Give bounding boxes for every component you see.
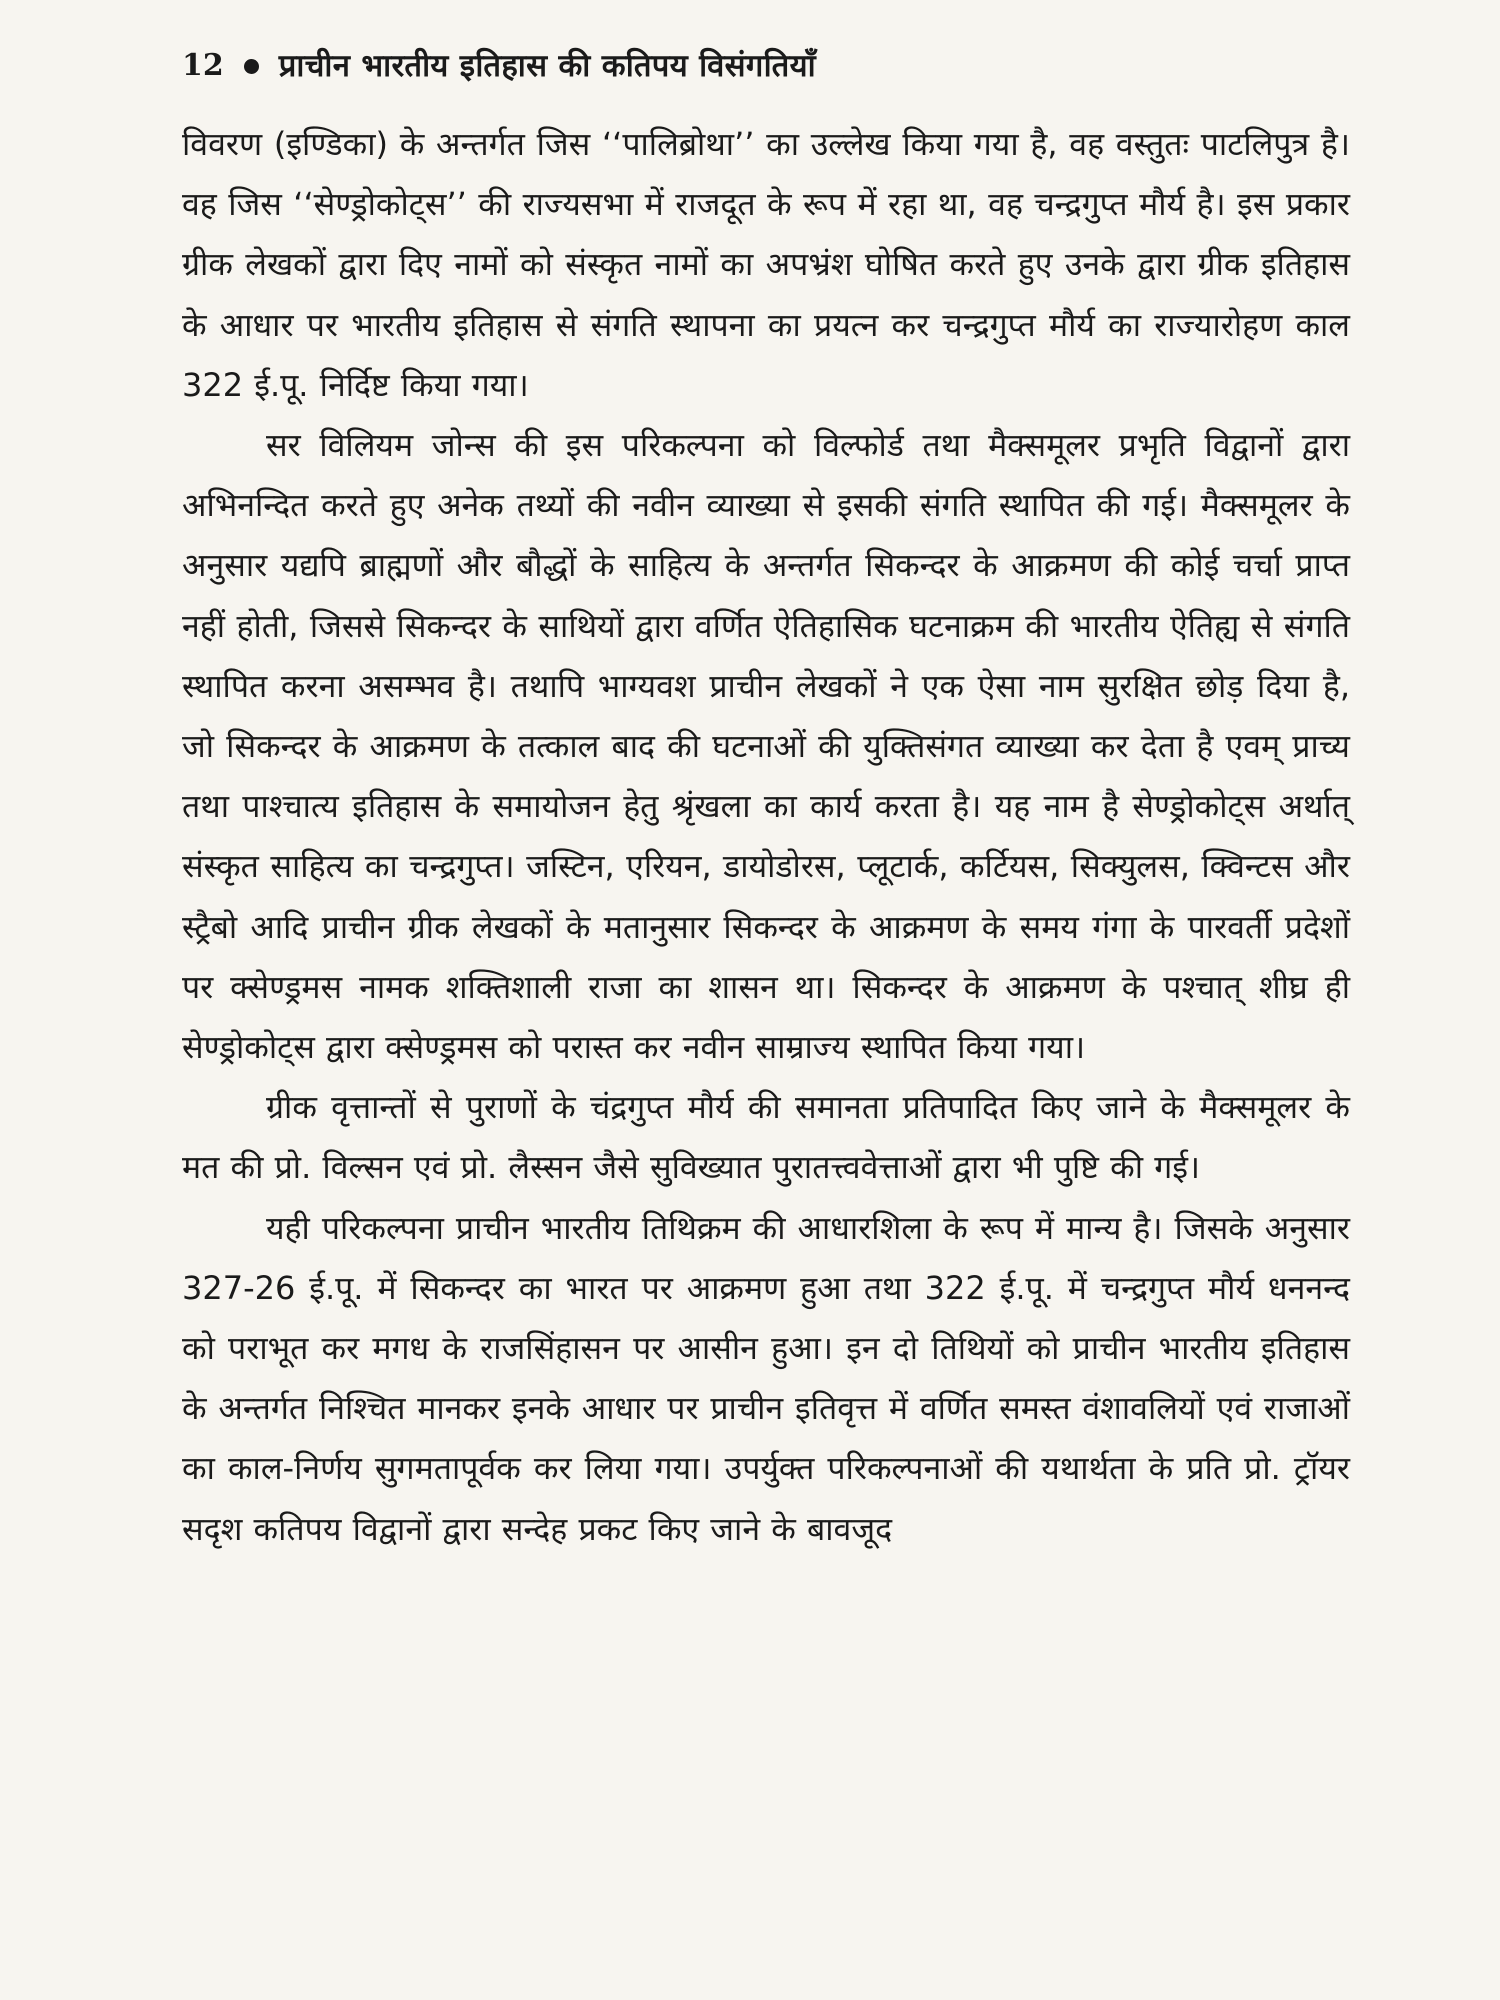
page-header xyxy=(182,40,1350,92)
paragraph-continued: विवरण (इण्डिका) के अन्तर्गत जिस ‘‘पालिब्रोथा’’ का उल्लेख किया गया है, वह वस्तुतः पाटलिपुत्र है। वह जिस ‘‘सेण्ड्रोकोट्स’’ की राज्यसभा में राजदूत के रूप में रहा था, वह चन्द्रगुप्त मौर्य है। इस प्रकार ग्रीक लेखकों द्वारा दिए नामों को संस्कृत नामों का अपभ्रंश घोषित करते हुए उनके द्वारा ग्रीक इतिहास के आधार पर भारतीय इतिहास से संगति स्थापना का प्रयत्न कर चन्द्रगुप्त मौर्य का राज्यारोहण काल 322 ई.पू. निर्दिष्ट किया गया। xyxy=(182,125,1350,404)
body-text xyxy=(182,114,1350,1559)
paragraph: सर विलियम जोन्स की इस परिकल्पना को विल्फोर्ड तथा मैक्समूलर प्रभृति विद्वानों द्वारा अभिनन्दित करते हुए अनेक तथ्यों की नवीन व्याख्या से इसकी संगति स्थापित की गई। मैक्समूलर के अनुसार यद्यपि ब्राह्मणों और बौद्धों के साहित्य के अन्तर्गत सिकन्दर के आक्रमण की कोई चर्चा प्राप्त नहीं होती, जिससे सिकन्दर के साथियों द्वारा वर्णित ऐतिहासिक घटनाक्रम की भारतीय ऐतिह्य से संगति स्थापित करना असम्भव है। तथापि भाग्यवश प्राचीन लेखकों ने एक ऐसा नाम सुरक्षित छोड़ दिया है, जो सिकन्दर के आक्रमण के तत्काल बाद की घटनाओं की युक्तिसंगत व्याख्या कर देता है एवम् प्राच्य तथा पाश्चात्य इतिहास के समायोजन हेतु श्रृंखला का कार्य करता है। यह नाम है सेण्ड्रोकोट्स अर्थात् संस्कृत साहित्य का चन्द्रगुप्त। जस्टिन, एरियन, डायोडोरस, प्लूटार्क, कर्टियस, सिक्युलस, क्विन्टस और स्ट्रैबो आदि प्राचीन ग्रीक लेखकों के मतानुसार सिकन्दर के आक्रमण के समय गंगा के पारवर्ती प्रदेशों पर क्सेण्ड्रमस नामक शक्तिशाली राजा का शासन था। सिकन्दर के आक्रमण के पश्चात् शीघ्र ही सेण्ड्रोकोट्स द्वारा क्सेण्ड्रमस को परास्त कर नवीन साम्राज्य स्थापित किया गया। xyxy=(182,426,1350,1067)
running-title: प्राचीन भारतीय इतिहास की कतिपय विसंगतियाँ xyxy=(278,48,816,84)
page-number: 12 xyxy=(182,48,224,83)
paragraph: यही परिकल्पना प्राचीन भारतीय तिथिक्रम की आधारशिला के रूप में मान्य है। जिसके अनुसार 327-26 ई.पू. में सिकन्दर का भारत पर आक्रमण हुआ तथा 322 ई.पू. में चन्द्रगुप्त मौर्य धननन्द को पराभूत कर मगध के राजसिंहासन पर आसीन हुआ। इन दो तिथियों को प्राचीन भारतीय इतिहास के अन्तर्गत निश्चित मानकर इनके आधार पर प्राचीन इतिवृत्त में वर्णित समस्त वंशावलियों एवं राजाओं का काल-निर्णय सुगमतापूर्वक कर लिया गया। उपर्युक्त परिकल्पनाओं की यथार्थता के प्रति प्रो. ट्रॉयर सदृश कतिपय विद्वानों द्वारा सन्देह प्रकट किए जाने के बावजूद xyxy=(182,1208,1350,1548)
bullet-icon xyxy=(244,59,259,74)
paragraph: ग्रीक वृत्तान्तों से पुराणों के चंद्रगुप्त मौर्य की समानता प्रतिपादित किए जाने के मैक्समूलर के मत की प्रो. विल्सन एवं प्रो. लैस्सन जैसे सुविख्यात पुरातत्त्ववेत्ताओं द्वारा भी पुष्टि की गई। xyxy=(182,1088,1350,1187)
